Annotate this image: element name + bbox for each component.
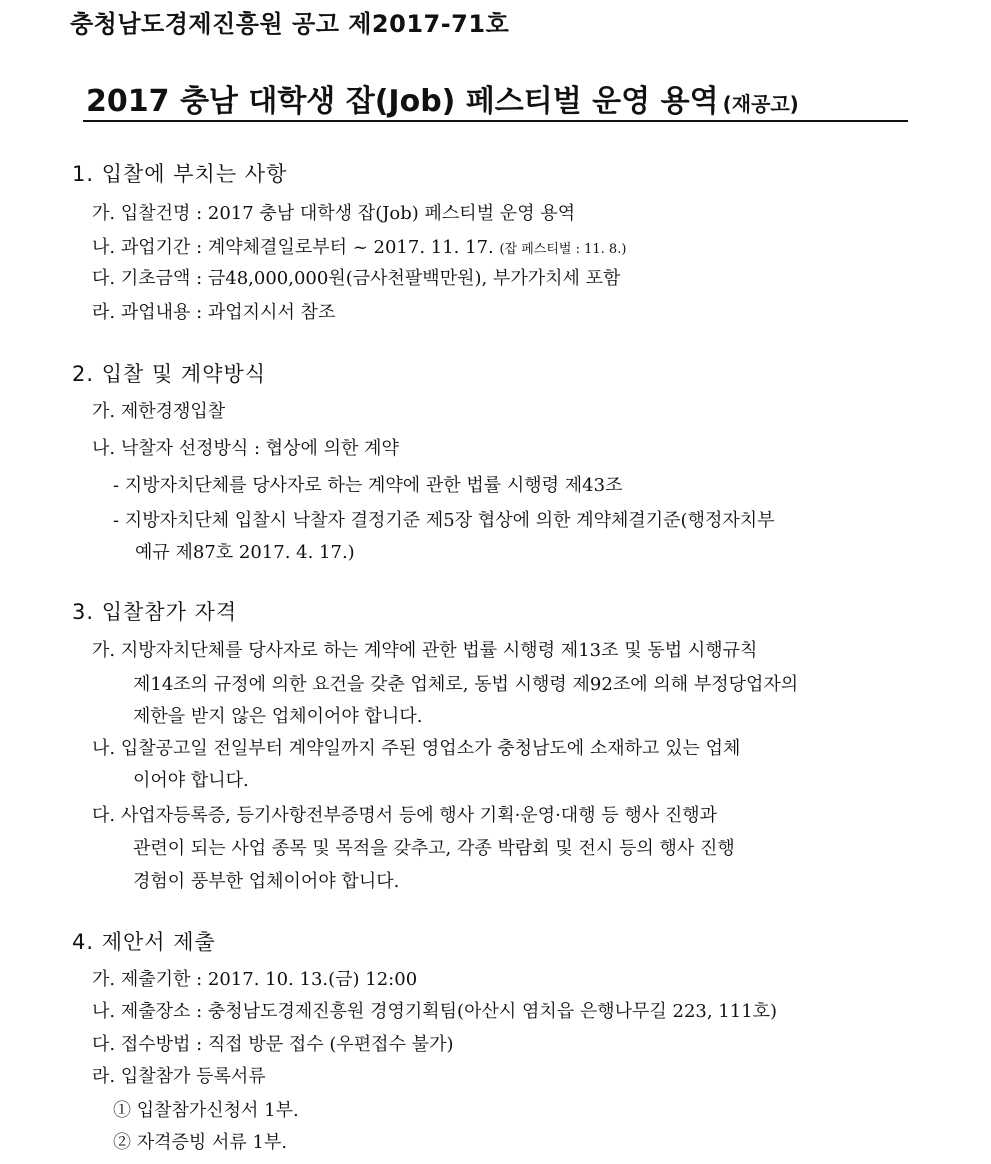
section-2-heading: 2. 입찰 및 계약방식 (72, 362, 267, 386)
section-3-item-a-line3: 제한을 받지 않은 업체이어야 합니다. (133, 706, 423, 727)
section-3-item-c-line3: 경험이 풍부한 업체이어야 합니다. (133, 871, 400, 892)
section-4-item-b: 나. 제출장소 : 충청남도경제진흥원 경영기획팀(아산시 염치읍 은행나무길 223, 111호) (92, 1001, 778, 1022)
section-4-doc-2: ② 자격증빙 서류 1부. (113, 1132, 288, 1153)
section-4-doc-1: ① 입찰참가신청서 1부. (113, 1100, 299, 1121)
section-1-heading: 1. 입찰에 부치는 사항 (72, 162, 288, 186)
section-3-item-b-line1: 나. 입찰공고일 전일부터 계약일까지 주된 영업소가 충청남도에 소재하고 있는 업체 (92, 738, 741, 759)
section-1-item-b-text: 나. 과업기간 : 계약체결일로부터 ~ 2017. 11. 17. (92, 237, 494, 258)
section-4-item-d: 라. 입찰참가 등록서류 (92, 1066, 266, 1087)
section-1-item-b (92, 236, 626, 262)
section-1-item-c: 다. 기초금액 : 금48,000,000원(금사천팔백만원), 부가가치세 포함 (92, 268, 621, 289)
section-2-sub-2: - 지방자치단체 입찰시 낙찰자 결정기준 제5장 협상에 의한 계약체결기준(행정자치부 (113, 510, 775, 531)
section-4-heading: 4. 제안서 제출 (72, 930, 216, 954)
section-3-item-c-line1: 다. 사업자등록증, 등기사항전부증명서 등에 행사 기획·운영·대행 등 행사 진행과 (92, 805, 718, 826)
section-4-item-a: 가. 제출기한 : 2017. 10. 13.(금) 12:00 (92, 969, 418, 990)
document-title-text: 2017 충남 대학생 잡(Job) 페스티벌 운영 용역 (86, 84, 719, 119)
document-title-suffix: (재공고) (722, 92, 799, 116)
section-2-sub-2-cont: 예규 제87호 2017. 4. 17.) (135, 542, 355, 563)
title-underline (83, 120, 908, 122)
section-1-item-a: 가. 입찰건명 : 2017 충남 대학생 잡(Job) 페스티벌 운영 용역 (92, 203, 576, 224)
section-3-item-b-line2: 이어야 합니다. (133, 770, 249, 791)
section-3-item-a-line2: 제14조의 규정에 의한 요건을 갖춘 업체로, 동법 시행령 제92조에 의해 부정당업자의 (133, 674, 799, 695)
section-4-item-c: 다. 접수방법 : 직접 방문 접수 (우편접수 불가) (92, 1034, 454, 1055)
document-title (86, 84, 799, 122)
section-1-item-d: 라. 과업내용 : 과업지시서 참조 (92, 302, 336, 323)
section-3-item-c-line2: 관련이 되는 사업 종목 및 목적을 갖추고, 각종 박람회 및 전시 등의 행사 진행 (133, 838, 735, 859)
notice-number: 충청남도경제진흥원 공고 제2017-71호 (70, 10, 510, 38)
section-3-heading: 3. 입찰참가 자격 (72, 600, 238, 624)
section-2-sub-1: - 지방자치단체를 당사자로 하는 계약에 관한 법률 시행령 제43조 (113, 475, 623, 496)
section-1-item-b-note: (잡 페스티벌 : 11. 8.) (499, 242, 627, 257)
section-2-item-b: 나. 낙찰자 선정방식 : 협상에 의한 계약 (92, 438, 399, 459)
section-3-item-a-line1: 가. 지방자치단체를 당사자로 하는 계약에 관한 법률 시행령 제13조 및 동법 시행규칙 (92, 640, 758, 661)
section-2-item-a: 가. 제한경쟁입찰 (92, 401, 226, 422)
